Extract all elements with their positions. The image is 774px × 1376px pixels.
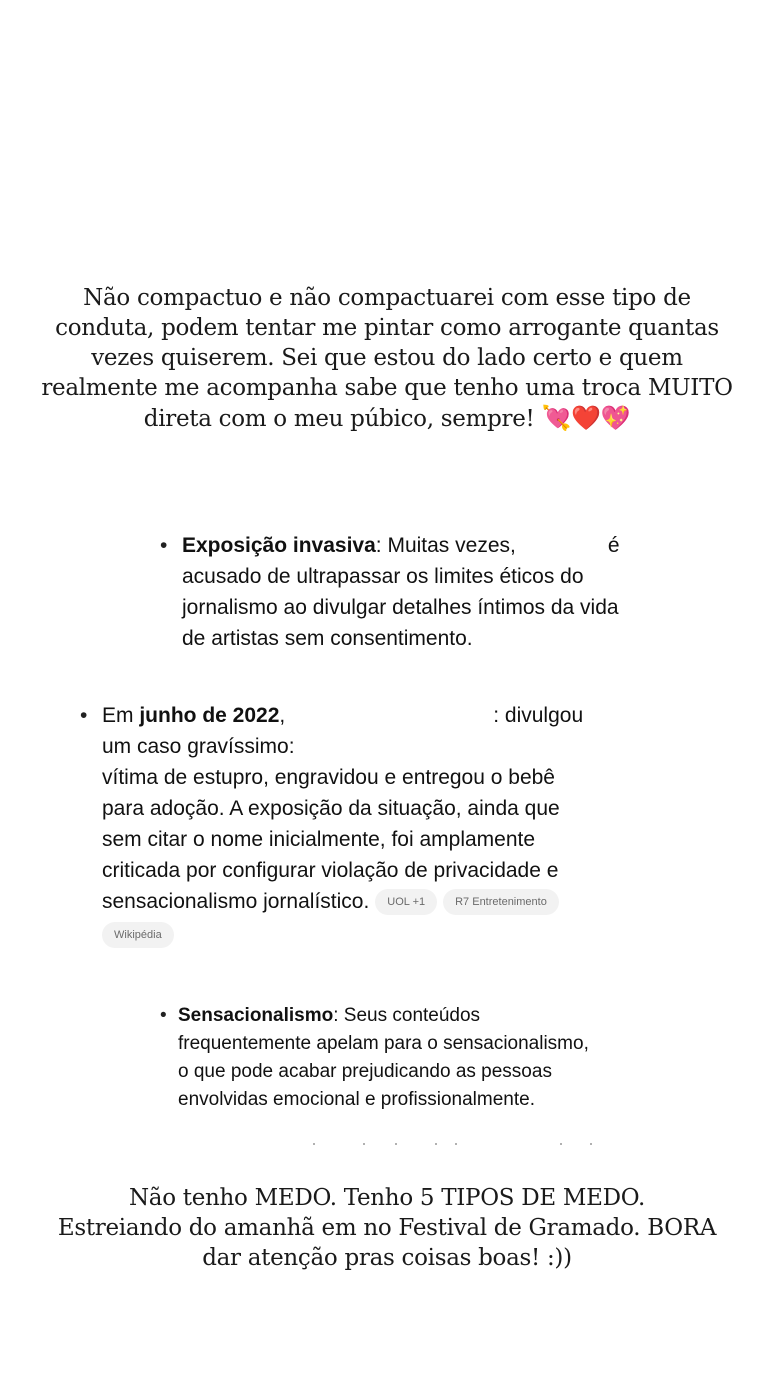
caption-line: Estreiando do amanhã em no Festival de Gramado. BORA <box>57 1215 717 1241</box>
text: : Seus conteúdos <box>333 1005 481 1026</box>
caption-line: Não tenho MEDO. Tenho 5 TIPOS DE MEDO. <box>128 1185 645 1211</box>
caption-line: Não compactuo e não compactuarei com esse tipo de <box>83 285 691 311</box>
bullet-icon: • <box>80 704 88 727</box>
text: : divulgou <box>493 704 584 727</box>
text-line: sensacionalismo jornalístico. <box>102 890 370 913</box>
screenshot-junho-2022 <box>80 700 640 950</box>
caption-line: conduta, podem tentar me pintar como arrogante quantas <box>55 315 719 341</box>
text-line: criticada por configurar violação de privacidade e <box>102 859 559 882</box>
cropped-text-remnant <box>305 1143 595 1149</box>
text-line: um caso gravíssimo: <box>102 735 295 758</box>
text-line: vítima de estupro, engravidou e entregou o bebê <box>102 766 555 789</box>
bold-term: Sensacionalismo <box>178 1005 334 1026</box>
caption-line <box>0 403 774 434</box>
top-caption <box>0 283 774 434</box>
caption-line: realmente me acompanha sabe que tenho uma troca MUITO <box>41 375 733 401</box>
screenshot-exposicao-invasiva <box>160 530 700 654</box>
bold-term: Exposição invasiva <box>182 534 376 557</box>
text-line: envolvidas emocional e profissionalmente. <box>178 1089 535 1110</box>
caption-line: vezes quiserem. Sei que estou do lado certo e quem <box>91 345 683 371</box>
text-line: para adoção. A exposição da situação, ainda que <box>102 797 560 820</box>
text-line: de artistas sem consentimento. <box>182 627 473 650</box>
caption-text: direta com o meu púbico, sempre! <box>143 406 535 432</box>
text-line: frequentemente apelam para o sensacionalismo, <box>178 1033 589 1054</box>
text: , <box>279 704 286 727</box>
text-line: o que pode acabar prejudicando as pessoas <box>178 1061 552 1082</box>
text-line: acusado de ultrapassar os limites éticos do <box>182 565 584 588</box>
text: Em <box>102 704 140 727</box>
source-chip-wikipedia[interactable]: Wikipédia <box>102 922 174 948</box>
hearts-emoji-icon: 💘❤️💖 <box>541 404 631 432</box>
source-chip-uol[interactable]: UOL +1 <box>375 889 437 915</box>
text-line: sem citar o nome inicialmente, foi amplamente <box>102 828 536 851</box>
bold-term: junho de 2022 <box>139 704 280 727</box>
bottom-caption <box>0 1183 774 1273</box>
text: : Muitas vezes, <box>375 534 516 557</box>
source-chip-r7[interactable]: R7 Entretenimento <box>443 889 559 915</box>
text: é <box>607 534 620 557</box>
caption-line: dar atenção pras coisas boas! :)) <box>202 1245 572 1271</box>
bullet-icon: • <box>160 534 168 557</box>
text-line: jornalismo ao divulgar detalhes íntimos da vida <box>182 596 619 619</box>
list-item <box>80 700 640 950</box>
list-item <box>160 1002 680 1114</box>
screenshot-sensacionalismo <box>160 1002 680 1114</box>
list-item <box>160 530 700 654</box>
bullet-icon: • <box>160 1005 167 1026</box>
